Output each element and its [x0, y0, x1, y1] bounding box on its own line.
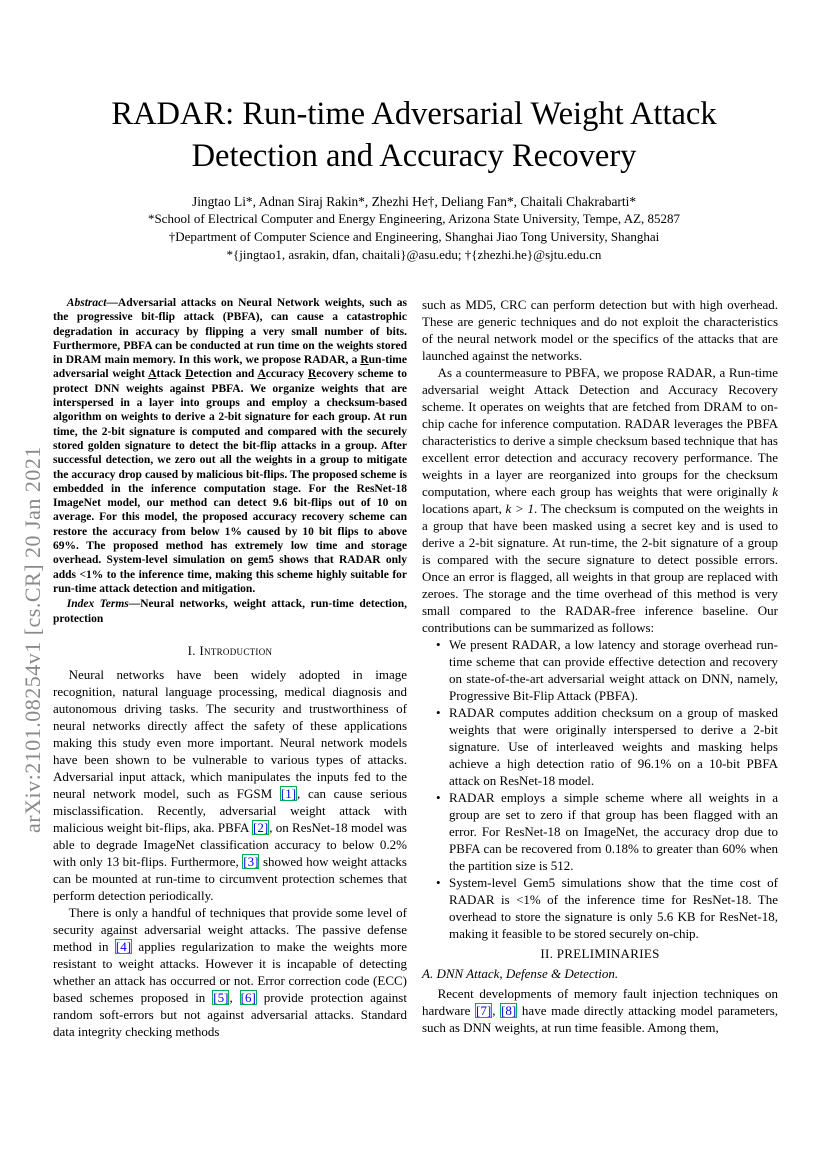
contribution-item: • We present RADAR, a low latency and storage overhead run-time scheme that can provide effective detection and recovery on state-of-the-art adversarial weight attack on DNN, namely, Progressive Bit-Flip Attack (PBFA). — [449, 636, 778, 704]
text-run: , — [492, 1003, 501, 1018]
abstract-fragment: ccuracy — [265, 368, 308, 381]
arxiv-identifier-stamp: arXiv:2101.08254v1 [cs.CR] 20 Jan 2021 — [20, 446, 45, 834]
text-run: . The checksum is computed on the weights in a group that have been masked using a secret key and is used to derive a 2-bit signature. At run-time, the 2-bit signature of a group is compared with the secure signature to detect possible errors. Once an error is flagged, all weights in that group are replaced with zeroes. The storage and the time overhead of this method is very small compared to the RADAR-free inference baseline. Our contributions can be summarized as follows: — [422, 501, 779, 635]
title-line-1: RADAR: Run-time Adversarial Weight Attack — [111, 96, 717, 132]
text-run: provide protection against random soft-errors but not against adversarial attacks. Standard data integrity checking methods — [53, 989, 407, 1039]
abstract-fragment: un-time adversarial weight — [53, 354, 407, 381]
abstract-fragment: etection and — [193, 368, 258, 381]
right-paragraph-countermeasure — [422, 364, 778, 636]
paper-title — [60, 93, 768, 177]
contribution-item: • RADAR employs a simple scheme where all weights in a group are set to zero if that group has been flagged with an error. For ResNet-18 on ImageNet, the accuracy drop due to PBFA can be recovered from 0.18% to greater than 60% when the partition size is 512. — [449, 789, 778, 874]
text-run: As a countermeasure to PBFA, we propose RADAR, a Run-time adversarial weight Attack Detection and Accuracy Recovery scheme. It operates on weights that are fetched from DRAM to on-chip cache for inference computation. RADAR leverages the PBFA characteristics to derive a simple checksum based technique that has excellent error detection and accuracy recovery performance. The weights in a layer are reorganized into groups for the checksum computation, where each group has weights that were originally — [422, 365, 778, 499]
index-terms-label: Index Terms — [66, 598, 129, 611]
citation-link[interactable]: [5] — [213, 989, 229, 1005]
section-heading-preliminaries: II. PRELIMINARIES — [540, 946, 660, 961]
abstract — [53, 296, 407, 626]
text-run: , can cause serious misclassification. Recently, adversarial weight attack with malicious weight bit-flips, aka. PBFA — [53, 785, 407, 835]
right-column — [422, 296, 778, 1036]
subsection-heading-dnn-attack: A. DNN Attack, Defense & Detection. — [422, 966, 619, 981]
acronym-letter: R — [307, 368, 317, 381]
text-run: Neural networks have been widely adopted in image recognition, natural language processing, medical diagnosis and autonomous driving tasks. The security and trustworthiness of neural networks directly affect the safety of these applications making this study even more important. Neural network models have been shown to be vulnerable to various types of attacks. Adversarial input attack, which manipulates the inputs fed to the neural network model, such as FGSM — [53, 666, 407, 801]
citation-link[interactable]: [1] — [280, 785, 297, 801]
intro-paragraph-2 — [53, 904, 407, 1040]
text-run: There is only a handful of techniques that provide some level of security against adversarial weight attacks. The passive defense method in — [53, 904, 407, 954]
contribution-item: • RADAR computes addition checksum on a group of masked weights that were originally interspersed to derive a 2-bit signature. Use of interleaved weights and masking helps achieve a high detection ratio of 96.1% on a 10-bit PBFA attack on ResNet-18 model. — [449, 704, 778, 789]
affiliation-sjtu: †Department of Computer Science and Engineering, Shanghai Jiao Tong University, Shanghai — [168, 229, 660, 244]
citation-link[interactable]: [2] — [253, 819, 269, 835]
abstract-text-part1: —Adversarial attacks on Neural Network weights, such as the progressive bit-flip attack (PBFA), can cause a catastrophic degradation in accuracy by flipping a very small number of bits. Furthermore, PBFA can be conducted at run time on the weights stored in DRAM main memory. In this work, we propose RADAR, a — [53, 297, 407, 367]
math-variable: k — [772, 484, 778, 499]
affiliation-asu: *School of Electrical Computer and Energy Engineering, Arizona State University, Tempe, AZ, 85287 — [147, 211, 681, 226]
contribution-item: • System-level Gem5 simulations show that the time cost of RADAR is <1% of the inference time for ResNet-18. The overhead to store the signature is only 5.6 KB for ResNet-18, making it feasible to be stored securely on-chip. — [449, 874, 778, 942]
acronym-letter: A — [257, 368, 266, 381]
text-run: , on ResNet-18 model was able to degrade ImageNet classification accuracy to below 0.2% with only 13 bit-flips. Furthermore, — [53, 819, 407, 869]
contribution-list — [422, 636, 778, 942]
citation-link[interactable]: [3] — [243, 853, 259, 869]
citation-link[interactable]: [6] — [240, 989, 256, 1005]
text-run: Recent developments of memory fault injection techniques on hardware — [422, 986, 778, 1018]
text-run: have made directly attacking model parameters, such as DNN weights, at run time feasible. Among them, — [422, 1003, 778, 1035]
author-emails: *{jingtao1, asrakin, dfan, chaitali}@asu.edu; †{zhezhi.he}@sjtu.edu.cn — [226, 247, 602, 262]
text-run: applies regularization to make the weights more resistant to weight attacks. However it is incapable of detecting whether an attack has occurred or not. Error correction code (ECC) based schemes proposed in — [53, 938, 408, 1005]
intro-paragraph-1 — [53, 666, 407, 904]
preliminaries-paragraph-1 — [422, 985, 778, 1036]
title-line-2: Detection and Accuracy Recovery — [191, 138, 637, 174]
citation-link[interactable]: [8] — [501, 1003, 517, 1018]
abstract-fragment: ttack — [156, 368, 186, 381]
acronym-letter: R — [360, 354, 369, 367]
right-paragraph-continuation: such as MD5, CRC can perform detection but with high overhead. These are generic techniques and do not exploit the characteristics of the neural network model or the specifics of the attacks that are launched against the networks. — [422, 297, 778, 363]
text-run: locations apart, — [422, 501, 506, 516]
abstract-label: Abstract — [66, 297, 107, 309]
text-run: , — [229, 989, 240, 1005]
section-heading-introduction: I. Introduction — [187, 642, 273, 658]
text-run: showed how weight attacks can be mounted at run-time to circumvent protection schemes that perform detection periodically. — [53, 853, 407, 903]
abstract-text-part2: ecovery scheme to protect DNN weights against PBFA. We organize weights that are interspersed in a layer into groups and employ a checksum-based algorithm on weights to derive a 2-bit signature for each group. At run time, the 2-bit signature is computed and compared with the securely stored golden signature to detect the bit-flip attacks in a group. After successful detection, we zero out all the weights in a group to mitigate the accuracy drop caused by malicious bit-flips. The proposed scheme is embedded in the inference computation stage. For the ResNet-18 ImageNet model, our method can detect 9.6 bit-flips out of 10 on average. For this model, the proposed accuracy recovery scheme can restore the accuracy from below 1% caused by 10 bit flips to above 69%. The proposed method has extremely low time and storage overhead. System-level simulation on gem5 shows that RADAR only adds <1% to the inference time, making this scheme highly suitable for run-time attack detection and mitigation. — [53, 368, 407, 595]
left-column — [53, 296, 407, 1040]
acronym-letter: D — [185, 368, 194, 381]
author-list: Jingtao Li*, Adnan Siraj Rakin*, Zhezhi He†, Deliang Fan*, Chaitali Chakrabarti* — [191, 194, 637, 209]
math-expression: k > 1 — [505, 501, 534, 516]
citation-link[interactable]: [7] — [476, 1003, 492, 1018]
citation-link[interactable]: [4] — [115, 938, 132, 954]
index-terms-text: —Neural networks, weight attack, run-time detection, protection — [53, 598, 407, 625]
acronym-letter: A — [148, 368, 157, 381]
